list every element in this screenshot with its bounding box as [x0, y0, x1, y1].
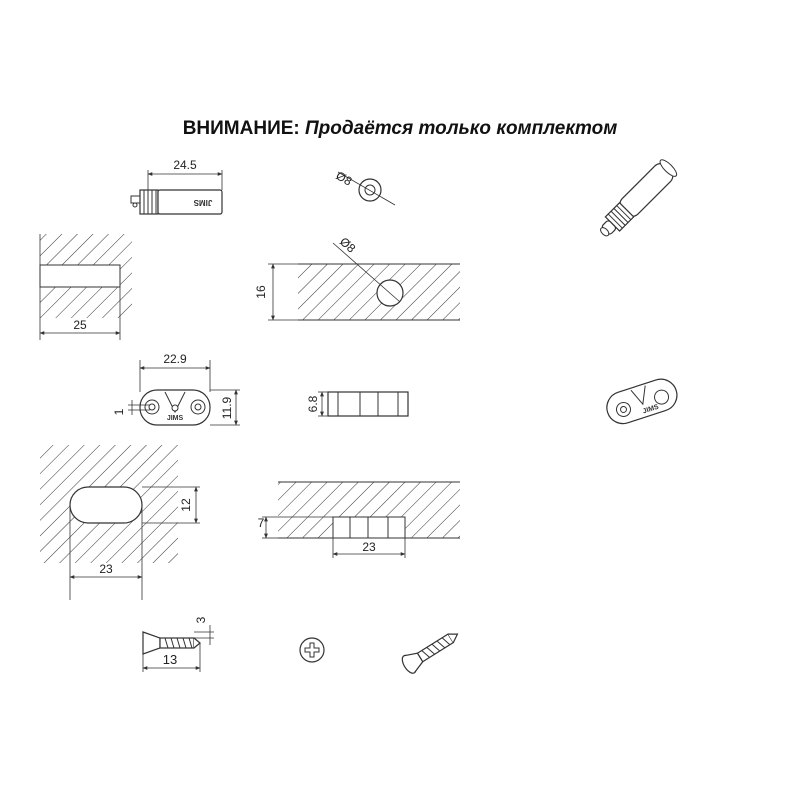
warning-note: Продаётся только комплектом [305, 118, 618, 139]
connector-pin-3d [595, 157, 679, 241]
clip-3d [603, 375, 681, 428]
screw-3d [400, 626, 463, 676]
dim-recess-length: 23 [362, 540, 376, 554]
dim-connector-length: 24.5 [173, 158, 197, 172]
board-recess-section [258, 482, 460, 558]
clip-brand-mark: JIMS [166, 415, 184, 422]
clip-side-view [306, 392, 408, 416]
hole-detail-small [334, 168, 395, 205]
board-drill-depth [40, 234, 132, 340]
dim-recess-depth: 7 [257, 516, 265, 530]
board-slot-section [40, 445, 200, 600]
screw-drawing [143, 616, 214, 672]
dim-board-hole: Ø8 [337, 234, 359, 256]
dim-screw-head: 3 [194, 616, 208, 624]
board-hole-section [254, 234, 460, 320]
connector-pin-drawing [131, 158, 222, 214]
dim-clip-thickness: 6.8 [306, 395, 320, 413]
dim-hole-small: Ø8 [333, 168, 355, 189]
dim-clip-height: 11.9 [220, 396, 234, 420]
dim-slot-length: 23 [99, 562, 113, 576]
dim-slot-width: 12 [179, 498, 193, 512]
dim-board-thickness: 16 [254, 285, 268, 299]
clip-top-view [112, 352, 240, 425]
dim-clip-offset: 1 [112, 408, 126, 416]
clip-3d-brand-mark: JIMS [641, 403, 660, 416]
dim-drill-depth: 25 [73, 318, 87, 332]
dim-screw-length: 13 [162, 652, 178, 667]
warning-label: ВНИМАНИЕ: [182, 118, 300, 139]
brand-mark: JIMS [193, 198, 213, 207]
dim-clip-length: 22.9 [163, 352, 187, 366]
screw-head-view [300, 638, 324, 662]
